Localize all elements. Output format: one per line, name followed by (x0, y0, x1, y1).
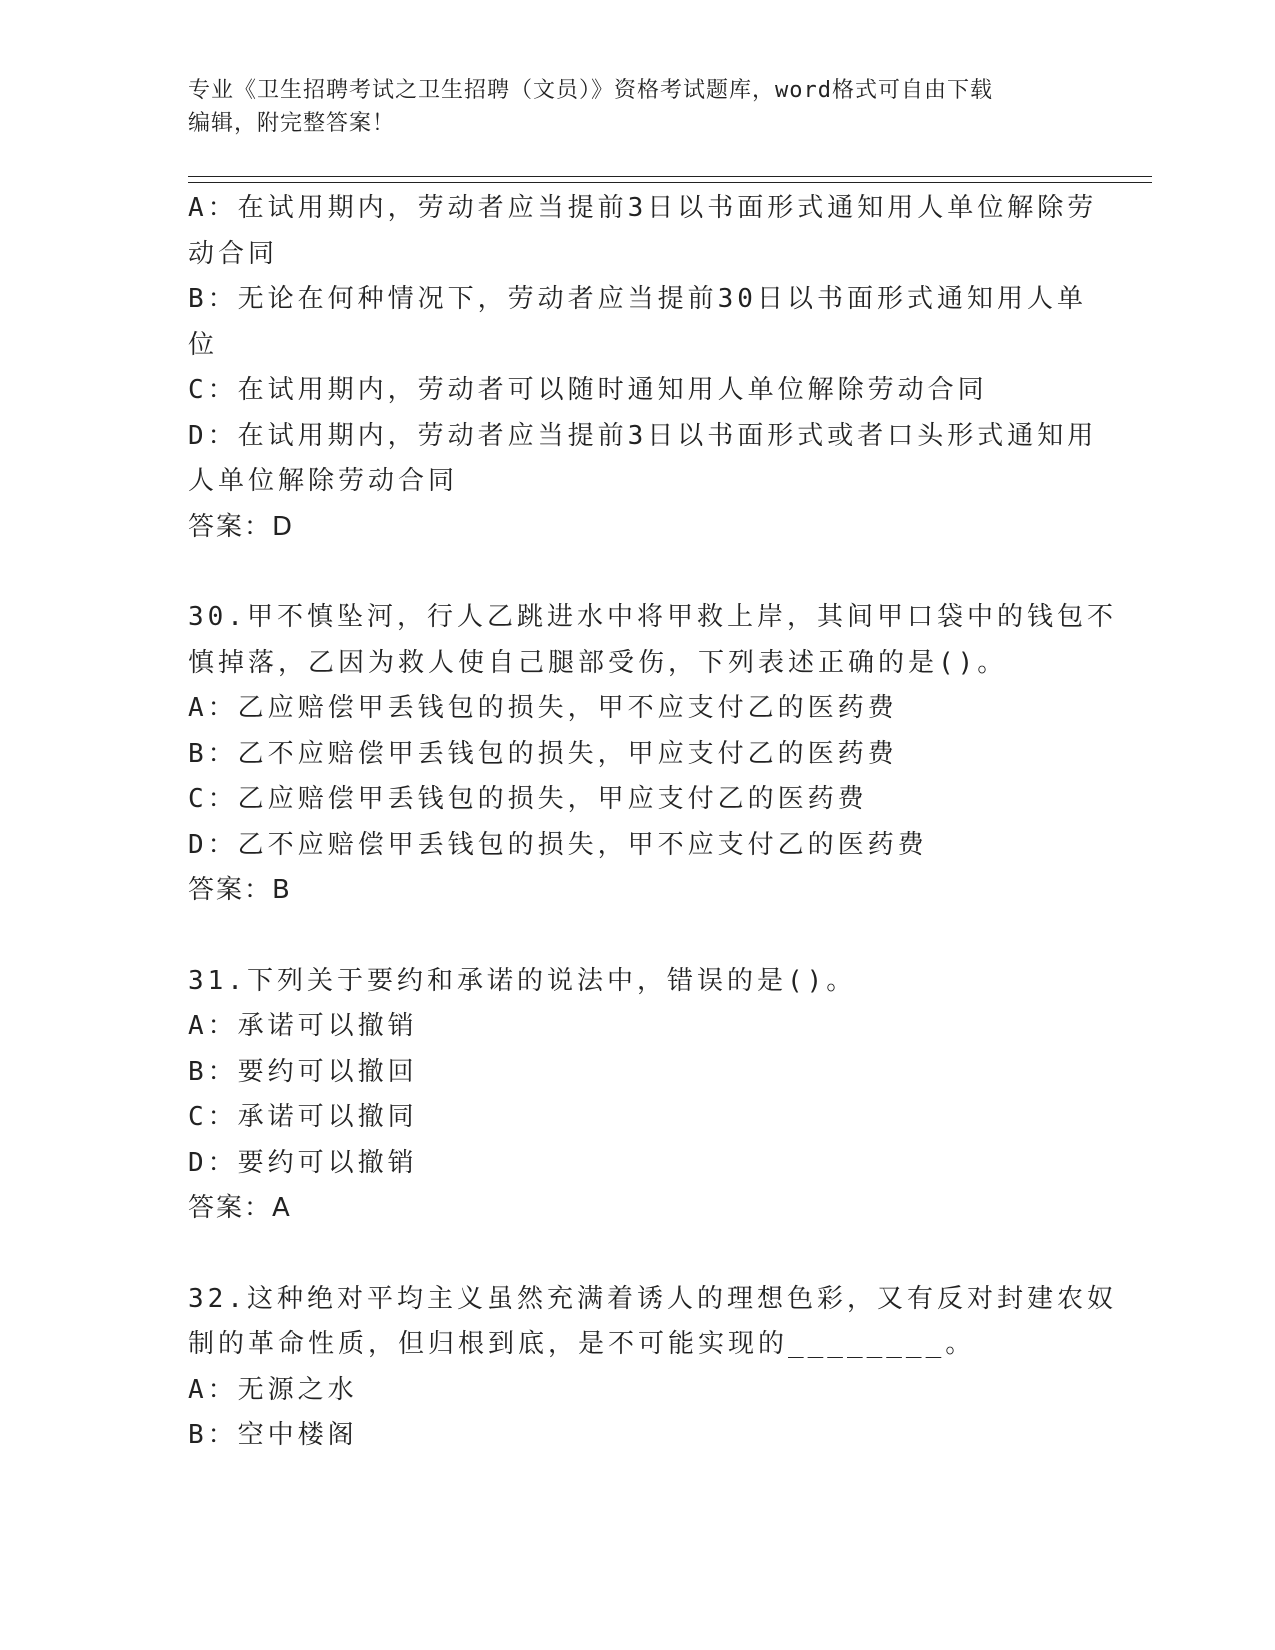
option-d-line-2: 人单位解除劳动合同 (188, 466, 459, 496)
document-header (188, 74, 1088, 140)
spacer (188, 914, 1088, 959)
question-29 (188, 186, 1098, 550)
option-a-line-1: A：在试用期内，劳动者应当提前3日以书面形式通知用人单位解除劳 (188, 193, 1098, 223)
option-a: A：乙应赔偿甲丢钱包的损失，甲不应支付乙的医药费 (188, 693, 898, 723)
option-b-line-2: 位 (188, 329, 219, 360)
question-stem-line-1: 32.这种绝对平均主义虽然充满着诱人的理想色彩，又有反对封建农奴 (188, 1283, 1117, 1314)
option-b: B：乙不应赔偿甲丢钱包的损失，甲应支付乙的医药费 (188, 738, 898, 769)
header-rule-top (188, 176, 1152, 177)
spacer (188, 550, 1088, 595)
option-d-line-1: D：在试用期内，劳动者应当提前3日以书面形式或者口头形式通知用 (188, 420, 1098, 451)
question-stem-line-2: 制的革命性质，但归根到底，是不可能实现的________。 (188, 1329, 976, 1359)
option-d: D：要约可以撤销 (188, 1147, 418, 1178)
answer: 答案：D (188, 511, 295, 542)
question-stem-line-2: 慎掉落，乙因为救人使自己腿部受伤，下列表述正确的是()。 (188, 647, 1008, 678)
question-stem-line-1: 30.甲不慎坠河，行人乙跳进水中将甲救上岸，其间甲口袋中的钱包不 (188, 602, 1117, 632)
option-a: A：承诺可以撤销 (188, 1011, 418, 1041)
question-30 (188, 595, 1117, 914)
option-b-line-1: B：无论在何种情况下，劳动者应当提前30日以书面形式通知用人单 (188, 284, 1087, 314)
option-c: C：在试用期内，劳动者可以随时通知用人单位解除劳动合同 (188, 375, 988, 405)
option-c: C：乙应赔偿甲丢钱包的损失，甲应支付乙的医药费 (188, 784, 868, 814)
option-d: D：乙不应赔偿甲丢钱包的损失，甲不应支付乙的医药费 (188, 829, 928, 860)
spacer (188, 1232, 1088, 1277)
question-list (188, 186, 1117, 1459)
option-a: A：无源之水 (188, 1374, 358, 1405)
option-b: B：要约可以撤回 (188, 1056, 418, 1087)
option-b: B：空中楼阁 (188, 1420, 358, 1450)
option-c: C：承诺可以撤同 (188, 1102, 418, 1132)
header-line-1: 专业《卫生招聘考试之卫生招聘（文员）》资格考试题库，word格式可自由下载 (188, 78, 993, 103)
question-32 (188, 1277, 1117, 1459)
header-line-2: 编辑，附完整答案！ (188, 111, 396, 136)
option-a-line-2: 动合同 (188, 238, 279, 269)
header-rule-bottom (188, 182, 1152, 183)
question-stem: 31.下列关于要约和承诺的说法中，错误的是()。 (188, 965, 857, 996)
answer: 答案：B (188, 875, 292, 905)
answer: 答案：A (188, 1193, 292, 1223)
question-31 (188, 959, 1088, 1232)
